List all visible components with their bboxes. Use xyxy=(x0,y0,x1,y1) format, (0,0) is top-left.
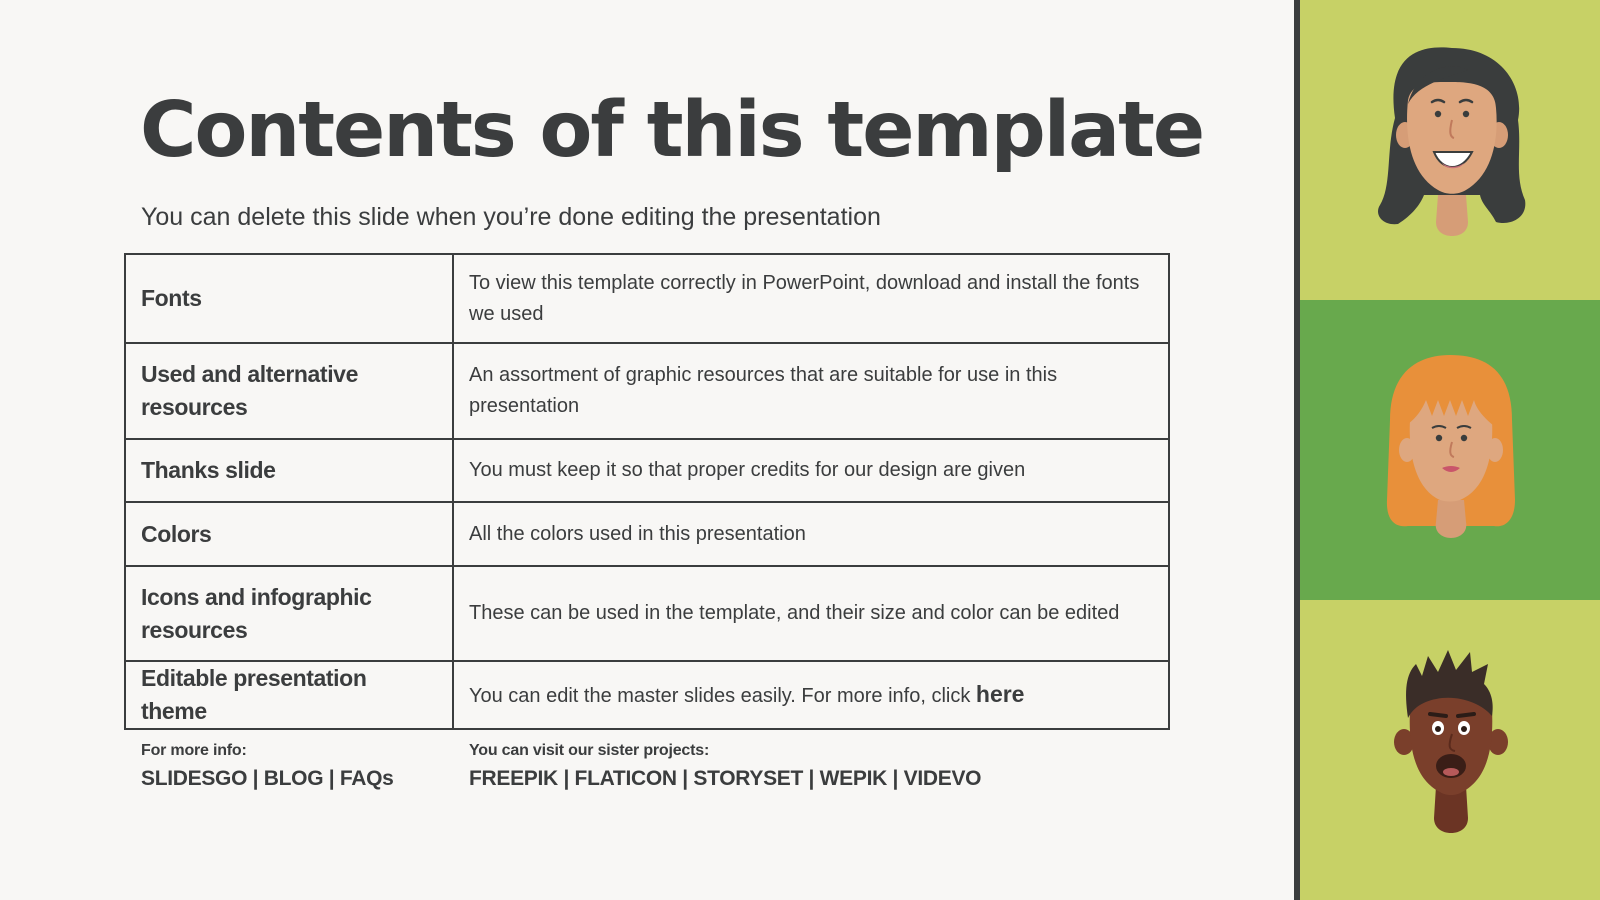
row-description: These can be used in the template, and their size and color can be edited xyxy=(453,566,1169,661)
row-name: Used and alternative resources xyxy=(125,343,453,439)
row-description-text: You can edit the master slides easily. For more info, click xyxy=(469,684,976,707)
row-description: All the colors used in this presentation xyxy=(453,502,1169,566)
row-name: Icons and infographic resources xyxy=(125,566,453,661)
footer-sister-projects xyxy=(469,739,981,795)
woman-dark-hair-avatar xyxy=(1300,0,1600,300)
slide-subtitle: You can delete this slide when you’re done editing the presentation xyxy=(141,203,881,231)
table-row xyxy=(125,661,1169,729)
avatar-box-bottom xyxy=(1300,600,1600,900)
table-row xyxy=(125,254,1169,343)
man-surprised-avatar xyxy=(1300,600,1600,900)
row-description xyxy=(453,661,1169,729)
row-name: Fonts xyxy=(125,254,453,343)
row-name: Editable presentation theme xyxy=(125,661,453,729)
row-name: Thanks slide xyxy=(125,439,453,502)
footer-more-info xyxy=(141,739,394,795)
row-name: Colors xyxy=(125,502,453,566)
footer-sister-projects-label: You can visit our sister projects: xyxy=(469,742,710,759)
footer-more-info-label: For more info: xyxy=(141,742,247,759)
row-description: You must keep it so that proper credits for our design are given xyxy=(453,439,1169,502)
avatar-box-top xyxy=(1300,0,1600,300)
footer-more-info-links[interactable]: SLIDESGO | BLOG | FAQs xyxy=(141,767,394,790)
footer-sister-projects-links[interactable]: FREEPIK | FLATICON | STORYSET | WEPIK | VIDEVO xyxy=(469,767,982,790)
table-row xyxy=(125,343,1169,439)
avatar-panel xyxy=(1294,0,1600,900)
contents-table xyxy=(124,253,1170,730)
here-link[interactable]: here xyxy=(975,680,1025,707)
slide-title: Contents of this template xyxy=(140,86,1204,175)
table-row xyxy=(125,502,1169,566)
row-description: To view this template correctly in PowerPoint, download and install the fonts we used xyxy=(453,254,1169,343)
table-row xyxy=(125,566,1169,661)
table-row xyxy=(125,439,1169,502)
woman-orange-hair-avatar xyxy=(1300,300,1600,600)
avatar-box-middle xyxy=(1300,300,1600,600)
row-description: An assortment of graphic resources that are suitable for use in this presentation xyxy=(453,343,1169,439)
